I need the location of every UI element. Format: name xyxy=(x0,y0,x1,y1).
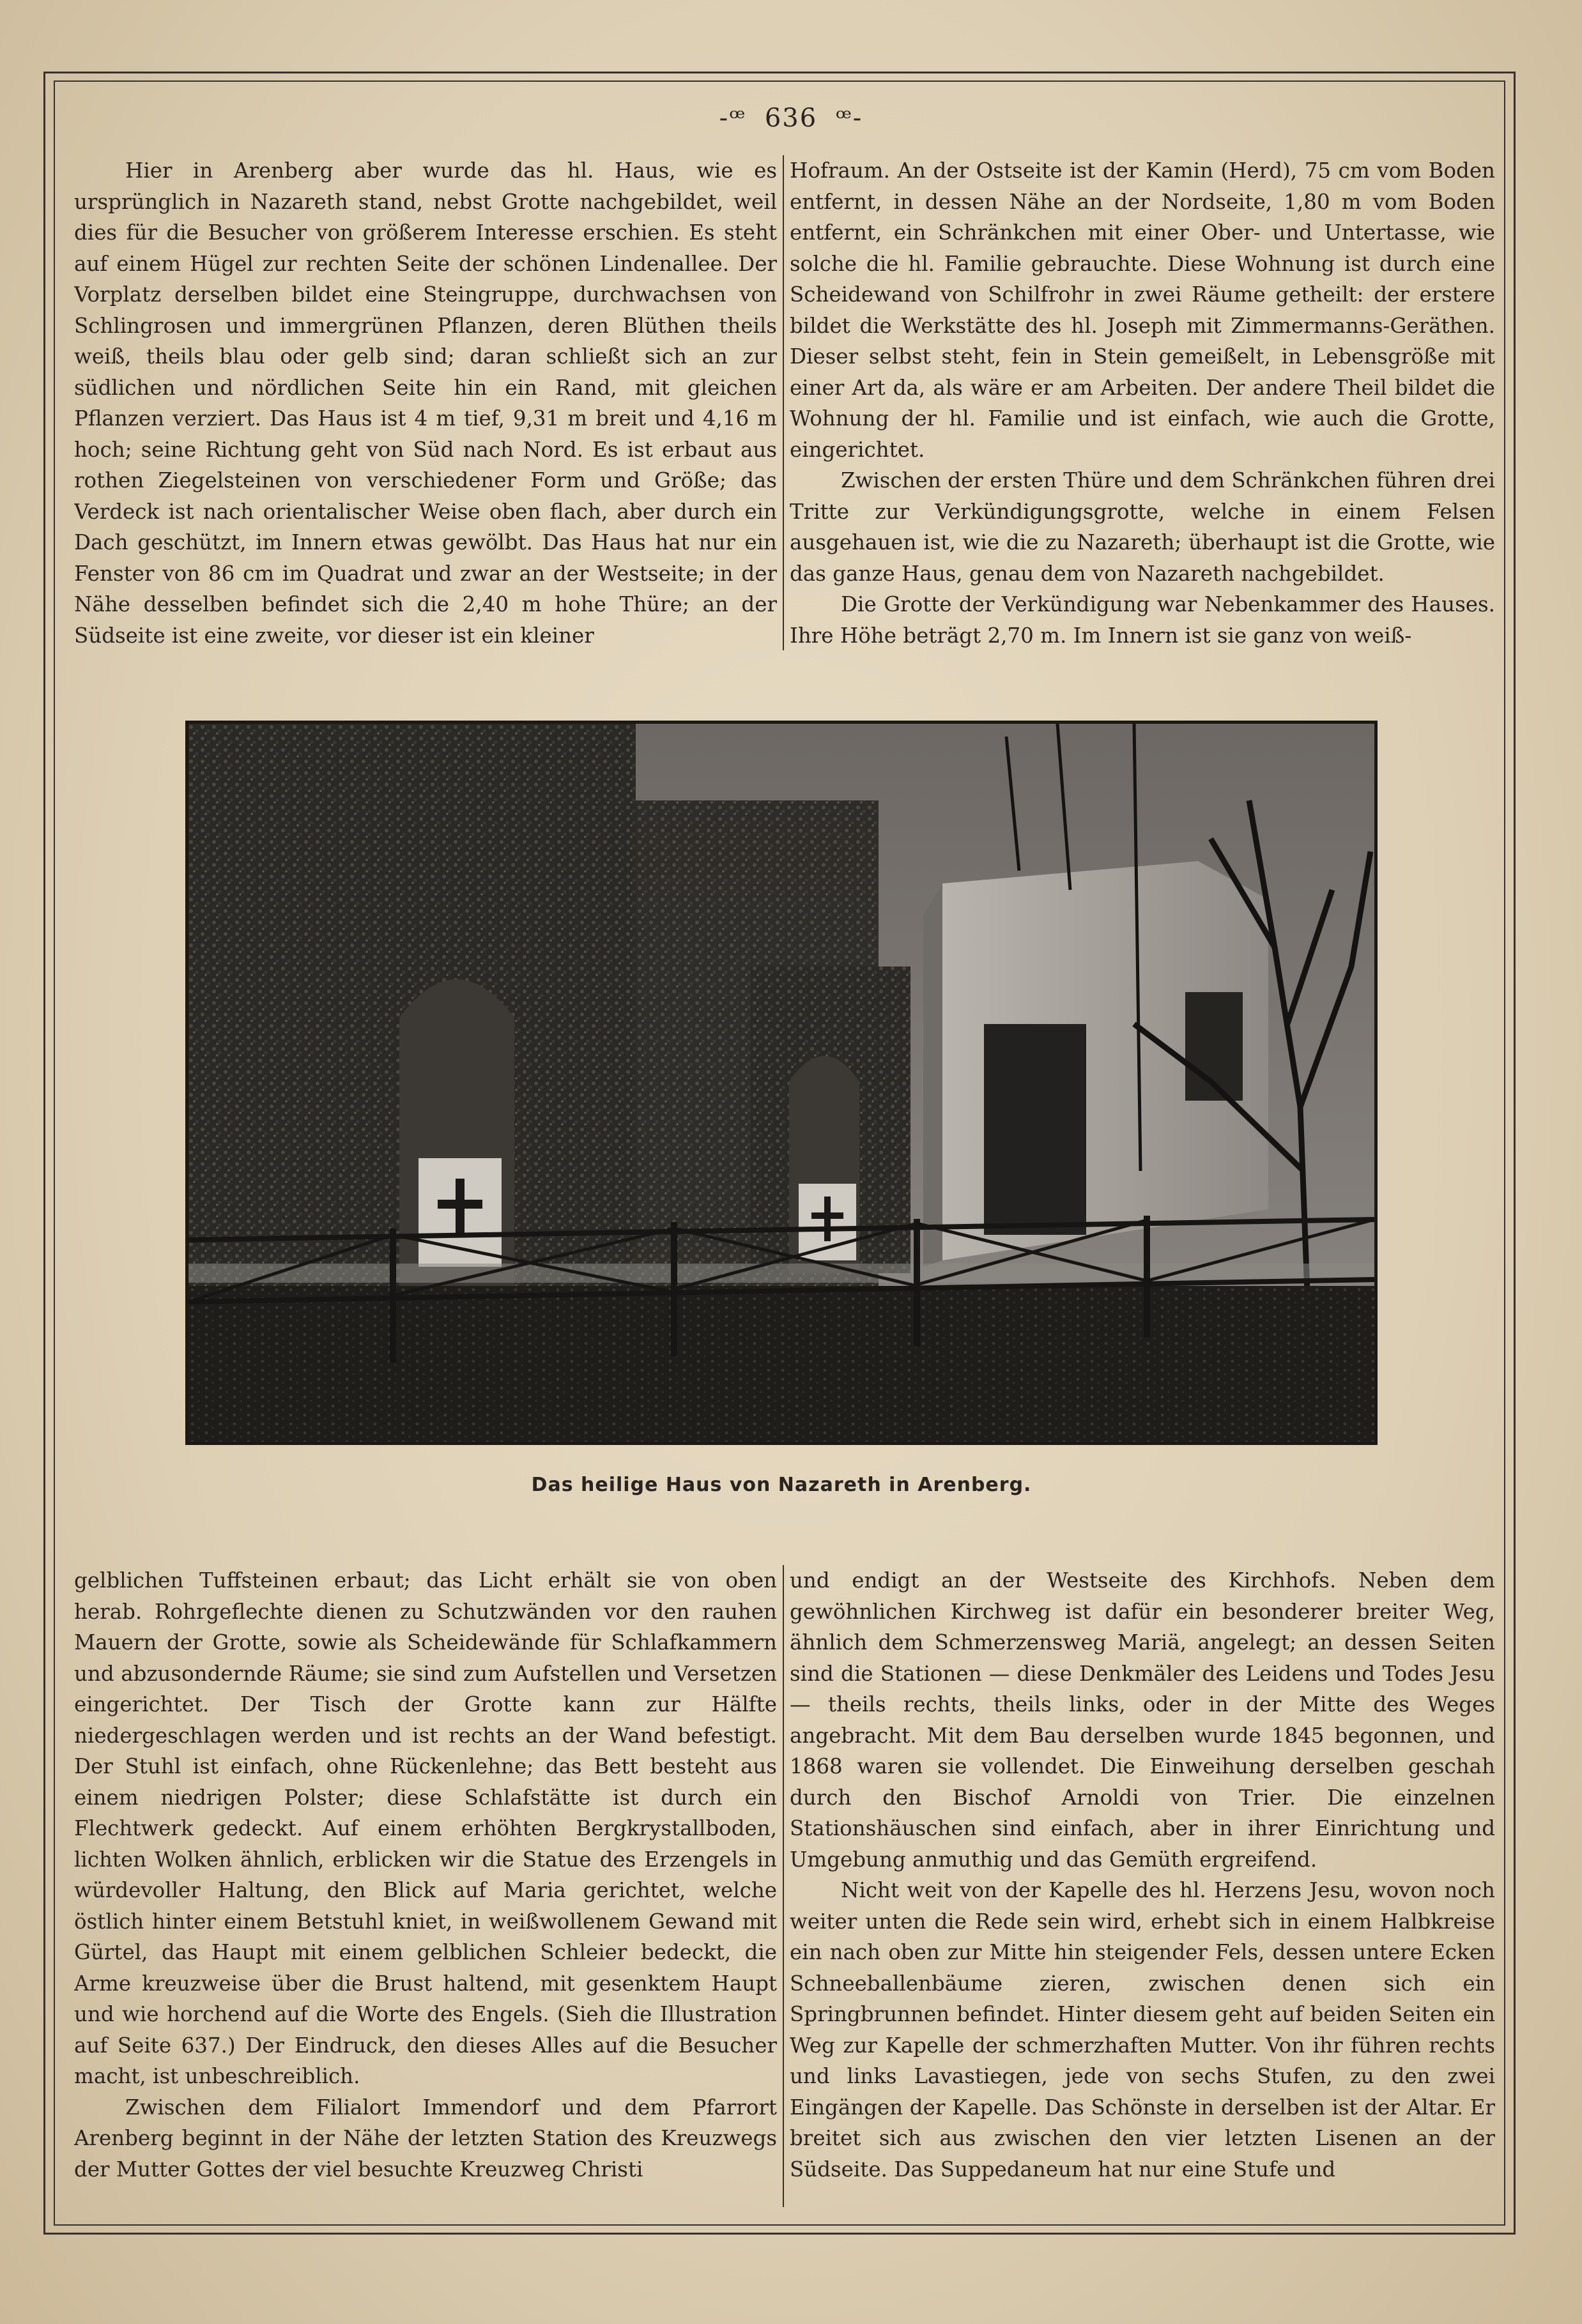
figure-caption: Das heilige Haus von Nazareth in Arenberg. xyxy=(531,1474,1032,1496)
column-divider-top xyxy=(783,155,784,650)
ornament-right: ꟹ- xyxy=(835,103,863,133)
column-top-left xyxy=(74,155,777,654)
paragraph: Hier in Arenberg aber wurde das hl. Haus, wie es ursprünglich in Nazareth stand, nebst Grotte nachgebildet, weil dies für die Besucher von größerem Interesse erschien. Es steht auf einem Hügel zur rechten Seite der schönen Lindenallee. Der Vorplatz derselben bildet eine Steingruppe, durchwachsen von Schlingrosen und immergrünen Pflanzen, deren Blüthen theils weiß, theils blau oder gelb sind; daran schließt sich an zur südlichen und nördlichen Seite hin ein Rand, mit gleichen Pflanzen verziert. Das Haus ist 4 m tief, 9,31 m breit und 4,16 m hoch; seine Richtung geht von Süd nach Nord. Es ist erbaut aus rothen Ziegelsteinen von verschiedener Form und Größe; das Verdeck ist nach orientalischer Weise oben flach, aber durch ein Dach geschützt, im Innern etwas gewölbt. Das Haus hat nur ein Fenster von 86 cm im Quadrat und zwar an der Westseite; in der Nähe desselben befindet sich die 2,40 m hohe Thüre; an der Südseite ist eine zweite, vor dieser ist ein kleiner xyxy=(74,158,777,648)
paragraph: Nicht weit von der Kapelle des hl. Herzens Jesu, wovon noch weiter unten die Rede sein wird, erhebt sich in einem Halbkreise ein nach oben zur Mitte hin steigender Fels, dessen untere Ecken Schneeballenbäume zieren, zwischen denen sich ein Springbrunnen befindet. Hinter diesem geht auf beiden Seiten ein Weg zur Kapelle der schmerzhaften Mutter. Von ihr führen rechts und links Lavastiegen, jede von sechs Stufen, zu den zwei Eingängen der Kapelle. Das Schönste in derselben ist der Altar. Er breitet sich aus zwischen den vier letzten Lisenen an der Südseite. Das Suppedaneum hat nur eine Stufe und xyxy=(790,1878,1495,2182)
paragraph: Hofraum. An der Ostseite ist der Kamin (Herd), 75 cm vom Boden entfernt, in dessen Nähe an der Nordseite, 1,80 m vom Boden entfernt, ein Schränkchen mit einer Ober- und Untertasse, wie solche die hl. Familie gebrauchte. Diese Wohnung ist durch eine Scheidewand von Schilfrohr in zwei Räume getheilt: der erstere bildet die Werkstätte des hl. Joseph mit Zimmermanns-Geräthen. Dieser selbst steht, fein in Stein gemeißelt, in Lebensgröße mit einer Art da, als wäre er am Arbeiten. Der andere Theil bildet die Wohnung der hl. Familie und ist einfach, wie auch die Grotte, eingerichtet. xyxy=(790,158,1495,462)
paragraph: Zwischen dem Filialort Immendorf und dem Pfarrort Arenberg beginnt in der Nähe der letzten Station des Kreuzwegs der Mutter Gottes der viel besuchte Kreuzweg Christi xyxy=(74,2095,777,2182)
ornament-left: -ꟹ xyxy=(719,103,747,133)
paragraph: und endigt an der Westseite des Kirchhofs. Neben dem gewöhnlichen Kirchweg ist dafür ein besonderer breiter Weg, ähnlich dem Schmerzensweg Mariä, angelegt; an dessen Seiten sind die Stationen — diese Denkmäler des Leidens und Todes Jesu — theils rechts, theils links, oder in der Mitte des Weges angebracht. Mit dem Bau derselben wurde 1845 begonnen, und 1868 waren sie vollendet. Die Einweihung derselben geschah durch den Bischof Arnoldi von Trier. Die einzelnen Stationshäuschen sind einfach, aber in ihrer Einrichtung und Umgebung anmuthig und das Gemüth ergreifend. xyxy=(790,1568,1495,1872)
column-bottom-right xyxy=(790,1565,1495,2210)
photo-illustration xyxy=(188,724,1374,1442)
page-number-text: 636 xyxy=(764,103,818,133)
column-top-right xyxy=(790,155,1495,654)
paragraph: Die Grotte der Verkündigung war Nebenkammer des Hauses. Ihre Höhe beträgt 2,70 m. Im Innern ist sie ganz von weiß- xyxy=(790,592,1495,648)
column-divider-bottom xyxy=(783,1565,784,2207)
column-bottom-left xyxy=(74,1565,777,2210)
paragraph: gelblichen Tuffsteinen erbaut; das Licht erhält sie von oben herab. Rohrgeflechte dienen zu Schutzwänden vor den rauhen Mauern der Grotte, sowie als Scheidewände für Schlafkammern und abzusondernde Räume; sie sind zum Aufstellen und Versetzen eingerichtet. Der Tisch der Grotte kann zur Hälfte niedergeschlagen werden und ist rechts an der Wand befestigt. Der Stuhl ist einfach, ohne Rückenlehne; das Bett besteht aus einem niedrigen Polster; diese Schlafstätte ist durch ein Flechtwerk gedeckt. Auf einem erhöhten Bergkrystallboden, lichten Wolken ähnlich, erblicken wir die Statue des Erzengels in würdevoller Haltung, den Blick auf Maria gerichtet, welche östlich hinter einem Betstuhl kniet, in weißwollenem Gewand mit Gürtel, das Haupt mit einem gelblichen Schleier bedeckt, die Arme kreuzweise über die Brust haltend, mit gesenktem Haupt und wie horchend auf die Worte des Engels. (Sieh die Illustration auf Seite 637.) Der Eindruck, den dieses Alles auf die Besucher macht, ist unbeschreiblich. xyxy=(74,1568,777,2088)
paragraph: Zwischen der ersten Thüre und dem Schränkchen führen drei Tritte zur Verkündigungsgrotte, welche in einem Felsen ausgehauen ist, wie die zu Nazareth; überhaupt ist die Grotte, wie das ganze Haus, genau dem von Nazareth nachgebildet. xyxy=(790,468,1495,586)
photograph-holy-house xyxy=(185,721,1378,1445)
page-number xyxy=(695,96,887,141)
